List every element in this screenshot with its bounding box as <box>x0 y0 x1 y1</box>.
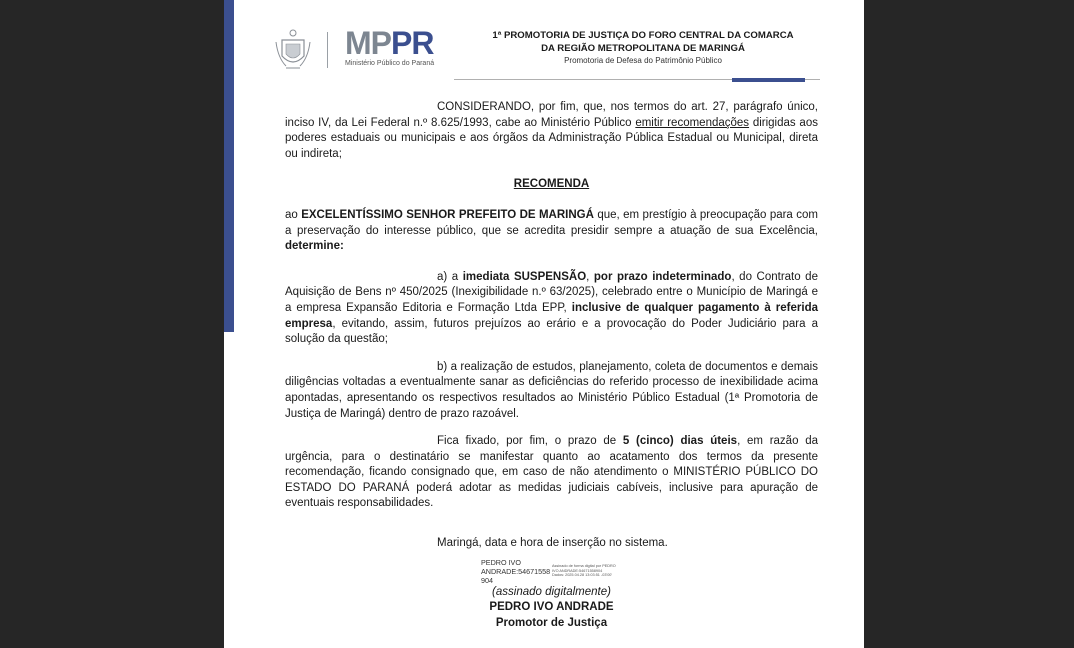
logo-mp: MP <box>345 25 391 61</box>
text-span: dirigidas aos poderes estaduais ou municipais e aos órgãos da Administração Pública Estadual ou Municipal, direta ou indireta; <box>285 116 818 160</box>
header-title-line2: DA REGIÃO METROPOLITANA DE MARINGÁ <box>541 43 745 54</box>
sig-line: ANDRADE:54671558 <box>481 567 551 576</box>
stamp-line: Dados: 2025.04.28 13:03:51 -03'00' <box>552 573 613 578</box>
text-span: CONSIDERANDO, por fim, que, nos termos do art. 27, parágrafo único, inciso IV, da Lei Federal n.º 8.625/1993, cabe ao Ministério Público <box>285 101 818 129</box>
logo-subtitle: Ministério Público do Paraná <box>345 60 435 67</box>
paragraph-item-a <box>285 270 818 348</box>
stamp-line: IVO ANDRADE:54671558904 <box>552 568 603 573</box>
text-span: , do Contrato de Aquisição de Bens nº 450/2025 (Inexigibilidade n.º 63/2025), celebrado entre o Município de Maringá e a empresa Expansão Editoria e Formação Ltda EPP, <box>285 270 818 314</box>
bold-text: por prazo indeterminado <box>593 270 732 283</box>
signer-name: PEDRO IVO ANDRADE <box>489 601 614 613</box>
recomenda-heading <box>285 177 818 193</box>
paragraph-item-b: b) a realização de estudos, planejamento, coleta de documentos e demais diligências voltadas a eventualmente sanar as deficiências do referido processo de inexibilidade acima apontadas, apresentando os respectivos resultados ao Ministério Público Estadual (1ª Promotoria de Justiça de Maringá) dentro de prazo razoável. <box>285 360 818 420</box>
document-body <box>285 100 818 512</box>
signer-role: Promotor de Justiça <box>495 617 608 629</box>
logo-divider <box>327 32 328 68</box>
text-span: a) a <box>437 270 463 283</box>
logo-pr: PR <box>391 25 434 61</box>
text-span: , evitando, assim, futuros prejuízos ao erário e a provocação do Poder Judiciário para a solução da questão; <box>285 317 818 346</box>
header-accent-bar <box>732 78 805 82</box>
sig-line: 904 <box>481 576 493 585</box>
page-accent-stripe <box>224 0 234 332</box>
text-span: que, em prestígio à preocupação para com a preservação do interesse público, que se acredita presidir sempre a atuação de sua Excelência, <box>285 208 818 237</box>
bold-text: 5 (cinco) dias úteis <box>622 435 738 448</box>
bold-text: determine: <box>285 240 344 253</box>
paragraph-considerando <box>285 100 818 162</box>
bold-text: EXCELENTÍSSIMO SENHOR PREFEITO DE MARINGÁ <box>301 208 594 221</box>
heading-text: RECOMENDA <box>513 178 590 191</box>
digital-signature-name <box>481 558 550 585</box>
document-page <box>224 0 864 648</box>
document-header <box>472 29 814 66</box>
coat-of-arms-icon <box>274 28 312 72</box>
paragraph-deadline <box>285 434 818 512</box>
bold-text: imediata SUSPENSÃO <box>462 270 587 283</box>
stamp-line: Assinado de forma digital por PEDRO <box>552 564 616 568</box>
text-span: , <box>586 270 594 283</box>
sig-line: PEDRO IVO <box>481 558 521 567</box>
paragraph-recipient <box>285 208 818 255</box>
text-span: Fica fixado, por fim, o prazo de <box>437 435 623 448</box>
date-line: Maringá, data e hora de inserção no sistema. <box>437 537 668 549</box>
header-title-line1: 1ª PROMOTORIA DE JUSTIÇA DO FORO CENTRAL DA COMARCA <box>492 30 794 41</box>
mppr-logo <box>345 26 434 67</box>
bold-text: inclusive de qualquer pagamento à referida empresa <box>285 301 818 330</box>
digital-signature-stamp <box>552 564 616 578</box>
header-subtitle: Promotoria de Defesa do Patrimônio Público <box>564 56 722 65</box>
underlined-text: emitir recomendações <box>635 116 750 129</box>
signed-digitally-note: (assinado digitalmente) <box>492 586 611 598</box>
text-span: , em razão da urgência, para o destinatário se manifestar quanto ao acatamento dos termos da presente recomendação, ficando consignado que, em caso de não atendimento o MINISTÉRIO PÚBLICO DO ESTADO DO PARANÁ poderá adotar as medidas judiciais cabíveis, inclusive para apuração de eventuais responsabilidades. <box>285 435 819 510</box>
text-span: ao <box>285 208 302 221</box>
